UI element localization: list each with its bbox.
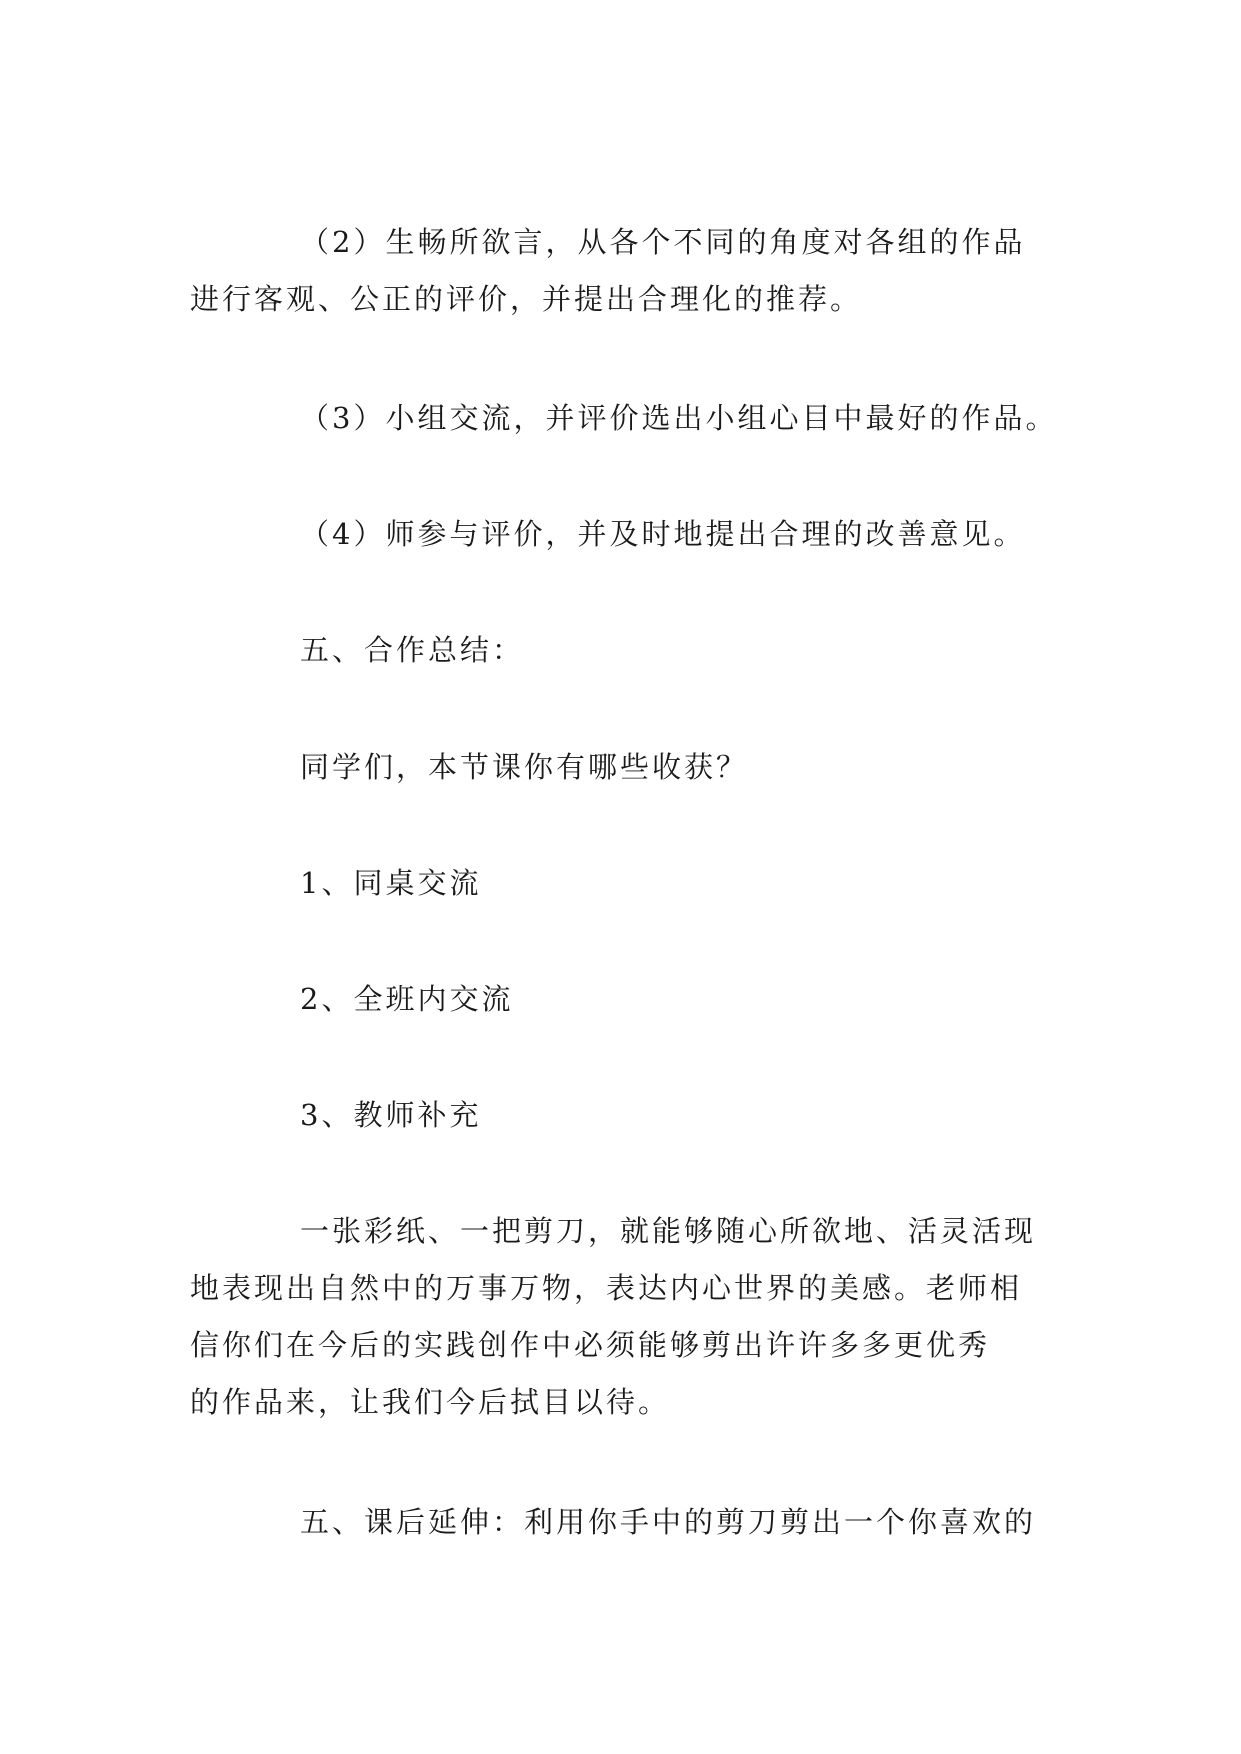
- section-heading-extension: [190, 1494, 1060, 1551]
- list-item-3: [190, 1087, 1060, 1144]
- paragraph-evaluation-4: [190, 506, 1060, 563]
- paragraph-closing: [190, 1203, 1060, 1431]
- paragraph-evaluation-3: [190, 390, 1060, 447]
- paragraph-line: 信你们在今后的实践创作中必须能够剪出许许多多更优秀: [190, 1328, 991, 1362]
- paragraph-line: 地表现出自然中的万事万物，表达内心世界的美感。老师相: [190, 1271, 1023, 1305]
- paragraph-line: 进行客观、公正的评价，并提出合理化的推荐。: [190, 282, 863, 316]
- list-item-1: [190, 855, 1060, 912]
- paragraph-line: 2、全班内交流: [300, 982, 514, 1016]
- paragraph-line: （3）小组交流，并评价选出小组心目中最好的作品。: [300, 401, 1058, 435]
- paragraph-line: 同学们，本节课你有哪些收获？: [300, 750, 749, 784]
- paragraph-line: 五、课后延伸：利用你手中的剪刀剪出一个你喜欢的: [300, 1505, 1037, 1539]
- paragraph-evaluation-2: [190, 214, 1060, 328]
- paragraph-line: 五、合作总结：: [300, 633, 525, 667]
- paragraph-line: 3、教师补充: [300, 1098, 482, 1132]
- paragraph-line: 一张彩纸、一把剪刀，就能够随心所欲地、活灵活现: [300, 1214, 1037, 1248]
- paragraph-line: （2）生畅所欲言，从各个不同的角度对各组的作品: [300, 225, 1026, 259]
- paragraph-line: 的作品来，让我们今后拭目以待。: [190, 1385, 671, 1419]
- section-heading-summary: [190, 622, 1060, 679]
- paragraph-question: [190, 739, 1060, 796]
- paragraph-line: 1、同桌交流: [300, 866, 482, 900]
- paragraph-line: （4）师参与评价，并及时地提出合理的改善意见。: [300, 517, 1026, 551]
- list-item-2: [190, 971, 1060, 1028]
